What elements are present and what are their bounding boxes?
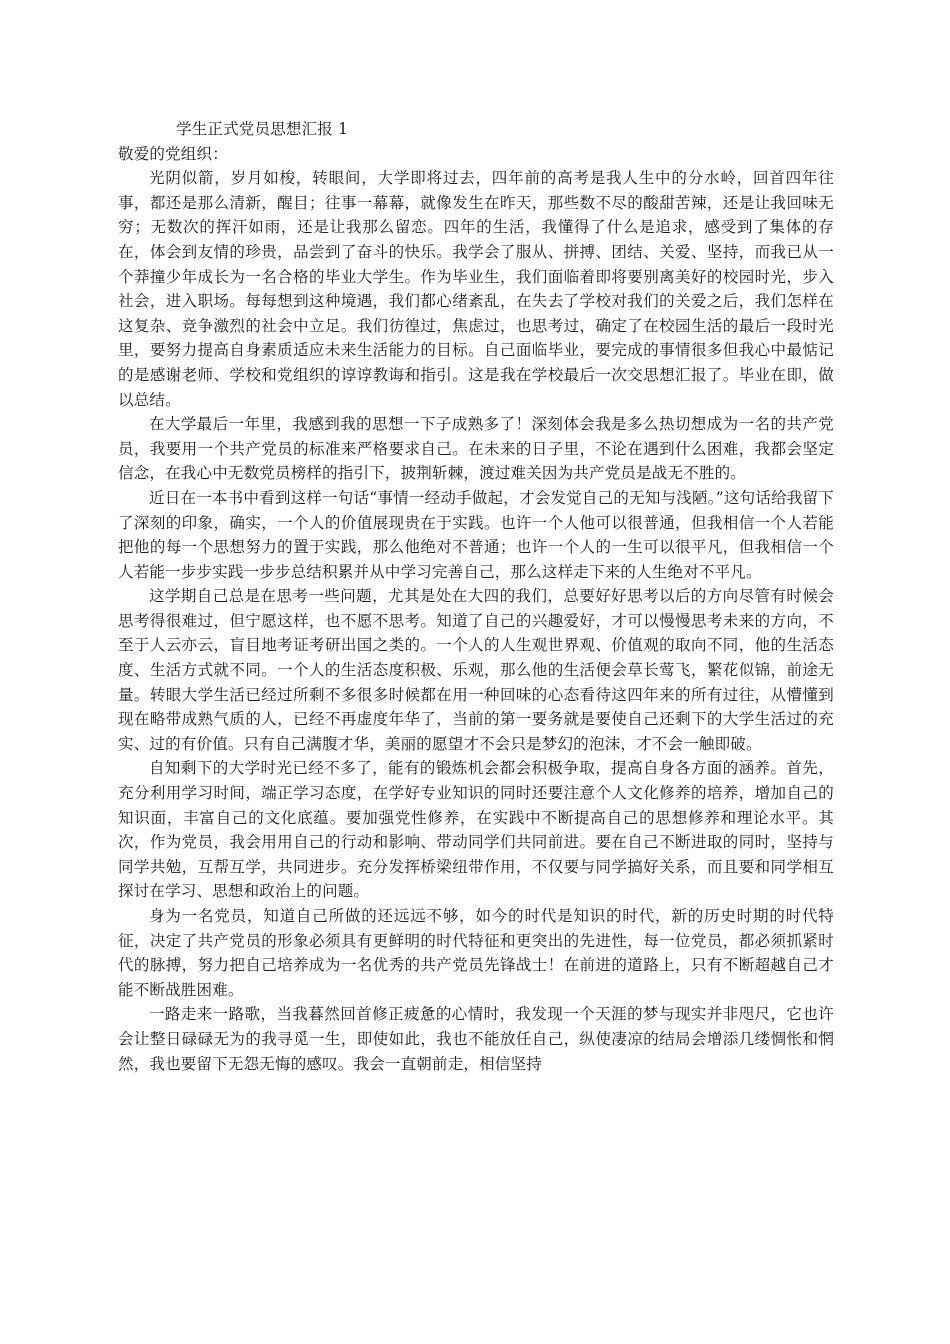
paragraph: 一路走来一路歌，当我暮然回首修正疲惫的心情时，我发现一个天涯的梦与现实并非咫尺，它也许会让整日碌碌无为的我寻觅一生，即使如此，我也不能放任自己，纵使凄凉的结局会增添几缕惆怅和惘然，我也要留下无怨无悔的感叹。我会一直朝前走，相信坚持 — [118, 1005, 834, 1073]
paragraph: 这学期自己总是在思考一些问题，尤其是处在大四的我们，总要好好思考以后的方向尽管有时候会思考得很难过，但宁愿这样，也不愿不思考。知道了自己的兴趣爱好，才可以慢慢思考未来的方向，不至于人云亦云，盲目地考证考研出国之类的。一个人的人生观世界观、价值观的取向不同，他的生活态度、生活方式就不同。一个人的生活态度积极、乐观，那么他的生活便会草长莺飞，繁花似锦，前途无量。转眼大学生活已经过所剩不多很多时候都在用一种回味的心态看待这四年来的所有过往，从懵懂到现在略带成熟气质的人，已经不再虚度年华了，当前的第一要务就是要使自己还剩下的大学生活过的充实、过的有价值。只有自己满腹才华，美丽的愿望才不会只是梦幻的泡沫，才不会一触即破。 — [118, 587, 834, 753]
paragraph: 光阴似箭，岁月如梭，转眼间，大学即将过去，四年前的高考是我人生中的分水岭，回首四年往事，都还是那么清新，醒目；往事一幕幕，就像发生在昨天，那些数不尽的酸甜苦辣，还是让我回味无穷；无数次的挥汗如雨，还是让我那么留恋。四年的生活，我懂得了什么是追求，感受到了集体的存在，体会到友情的珍贵，品尝到了奋斗的快乐。我学会了服从、拼搏、团结、关爱、坚持，而我已从一个莽撞少年成长为一名合格的毕业大学生。作为毕业生，我们面临着即将要别离美好的校园时光，步入社会，进入职场。每每想到这种境遇，我们都心绪紊乱，在失去了学校对我们的关爱之后，我们怎样在这复杂、竞争激烈的社会中立足。我们彷徨过，焦虑过，也思考过，确定了在校园生活的最后一段时光里，要努力提高自身素质适应未来生活能力的目标。自己面临毕业，要完成的事情很多但我心中最惦记的是感谢老师、学校和党组织的谆谆教诲和指引。这是我在学校最后一次交思想汇报了。毕业在即，做以总结。 — [118, 169, 834, 409]
salutation: 敬爱的党组织： — [118, 144, 228, 163]
paragraph: 自知剩下的大学时光已经不多了，能有的锻炼机会都会积极争取，提高自身各方面的涵养。首先，充分利用学习时间，端正学习态度，在学好专业知识的同时还要注意个人文化修养的培养，增加自己的知识面，丰富自己的文化底蕴。要加强党性修养，在实践中不断提高自己的思想修养和理论水平。其次，作为党员，我会用用自己的行动和影响、带动同学们共同前进。要在自己不断进取的同时，坚持与同学共勉，互帮互学，共同进步。充分发挥桥梁纽带作用，不仅要与同学搞好关系，而且要和同学相互探讨在学习、思想和政治上的问题。 — [118, 759, 834, 901]
paragraph: 近日在一本书中看到这样一句话“事情一经动手做起，才会发觉自己的无知与浅陋。”这句话给我留下了深刻的印象，确实，一个人的价值展现贵在于实践。也许一个人他可以很普通，但我相信一个人若能把他的每一个思想努力的置于实践，那么他绝对不普通；也许一个人的一生可以很平凡，但我相信一个人若能一步步实践一步步总结积累并从中学习完善自己，那么这样走下来的人生绝对不平凡。 — [118, 488, 834, 581]
document-body — [118, 117, 834, 1076]
document-title: 学生正式党员思想汇报 1 — [176, 120, 349, 138]
paragraph: 在大学最后一年里，我感到我的思想一下子成熟多了！深刻体会我是多么热切想成为一名的共产党员，我要用一个共产党员的标准来严格要求自己。在未来的日子里，不论在遇到什么困难，我都会坚定信念，在我心中无数党员榜样的指引下，披荆斩棘，渡过难关因为共产党员是战无不胜的。 — [118, 415, 834, 483]
paragraph: 身为一名党员，知道自己所做的还远远不够，如今的时代是知识的时代，新的历史时期的时代特征，决定了共产党员的形象必须具有更鲜明的时代特征和更突出的先进性，每一位党员，都必须抓紧时代的脉搏，努力把自己培养成为一名优秀的共产党员先锋战士！在前进的道路上，只有不断超越自己才能不断战胜困难。 — [118, 907, 834, 999]
